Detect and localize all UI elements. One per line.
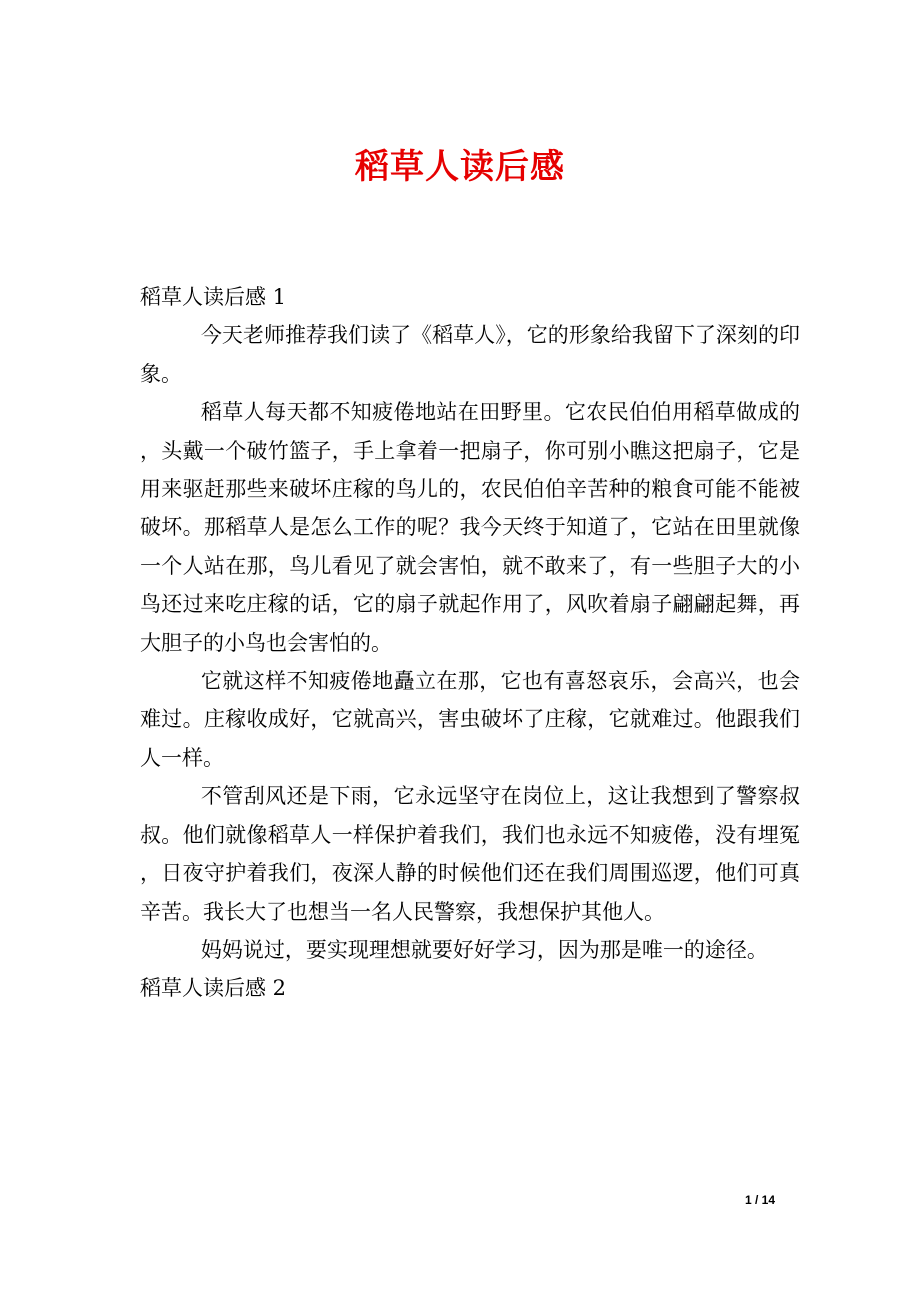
paragraph: 稻草人每天都不知疲倦地站在田野里。它农民伯伯用稻草做成的，头戴一个破竹篮子，手上拿着一把扇子，你可别小瞧这把扇子，它是用来驱赶那些来破坏庄稼的鸟儿的，农民伯伯辛苦种的粮食可能不能被破坏。那稻草人是怎么工作的呢？我今天终于知道了，它站在田里就像一个人站在那，鸟儿看见了就会害怕，就不敢来了，有一些胆子大的小鸟还过来吃庄稼的话，它的扇子就起作用了，风吹着扇子翩翩起舞，再大胆子的小鸟也会害怕的。 [140, 400, 800, 655]
section-heading: 稻草人读后感 1 [140, 285, 287, 309]
section-1 [140, 278, 800, 969]
page-number: 1 / 14 [744, 1193, 776, 1207]
paragraph: 妈妈说过，要实现理想就要好好学习，因为那是唯一的途径。 [200, 937, 768, 962]
document-title: 稻草人读后感 [355, 147, 565, 187]
paragraph: 不管刮风还是下雨，它永远坚守在岗位上，这让我想到了警察叔叔。他们就像稻草人一样保护着我们，我们也永远不知疲倦，没有埋冤，日夜守护着我们，夜深人静的时候他们还在我们周围巡逻，他们可真辛苦。我长大了也想当一名人民警察，我想保护其他人。 [140, 784, 800, 924]
paragraph: 它就这样不知疲倦地矗立在那，它也有喜怒哀乐，会高兴，也会难过。庄稼收成好，它就高兴，害虫破坏了庄稼，它就难过。他跟我们人一样。 [140, 669, 800, 770]
paragraph: 今天老师推荐我们读了《稻草人》，它的形象给我留下了深刻的印象。 [140, 323, 800, 386]
section-2 [140, 969, 800, 1007]
document-body [140, 278, 800, 1008]
section-heading: 稻草人读后感 2 [140, 976, 287, 1001]
